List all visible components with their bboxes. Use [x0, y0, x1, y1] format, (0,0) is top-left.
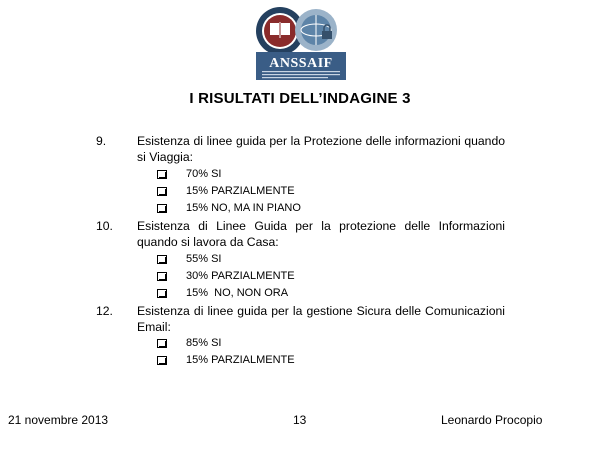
checkbox-icon [157, 339, 167, 348]
option-label: 55% SI [186, 253, 222, 265]
option-label: 15% PARZIALMENTE [186, 185, 295, 197]
checkbox-icon [157, 170, 167, 179]
checkbox-icon [157, 289, 167, 298]
option-row [157, 168, 221, 180]
option-row [157, 185, 295, 197]
option-label: 70% SI [186, 168, 222, 180]
option-label: 15% PARZIALMENTE [186, 354, 295, 366]
item-number: 10. [96, 219, 113, 233]
item-text: Esistenza di Linee Guida per la protezione delle Informazioni quando si lavora da Casa: [137, 219, 505, 249]
checkbox-icon [157, 204, 167, 213]
option-label: 30% PARZIALMENTE [186, 270, 295, 282]
option-row [157, 287, 288, 299]
option-row [157, 202, 301, 214]
option-row [157, 354, 295, 366]
footer-date: 21 novembre 2013 [8, 413, 109, 427]
option-label: 15% NO, NON ORA [186, 287, 289, 299]
checkbox-icon [157, 255, 167, 264]
item-number: 12. [96, 304, 113, 318]
checkbox-icon [157, 356, 167, 365]
footer-author: Leonardo Procopio [441, 413, 543, 427]
option-row [157, 253, 221, 265]
logo-text: ANSSAIF [269, 56, 333, 71]
option-row [157, 270, 295, 282]
option-label: 15% NO, MA IN PIANO [186, 202, 301, 214]
anssaif-logo [254, 4, 348, 82]
checkbox-icon [157, 272, 167, 281]
option-label: 85% SI [186, 337, 222, 349]
footer-page-number: 13 [293, 413, 307, 427]
item-number: 9. [96, 134, 107, 148]
slide-title: I RISULTATI DELL’INDAGINE 3 [189, 90, 411, 107]
checkbox-icon [157, 187, 167, 196]
option-row [157, 337, 221, 349]
item-text: Esistenza di linee guida per la Protezione delle informazioni quando si Viaggia: [137, 134, 505, 164]
item-text: Esistenza di linee guida per la gestione Sicura delle Comunicazioni Email: [137, 304, 505, 334]
